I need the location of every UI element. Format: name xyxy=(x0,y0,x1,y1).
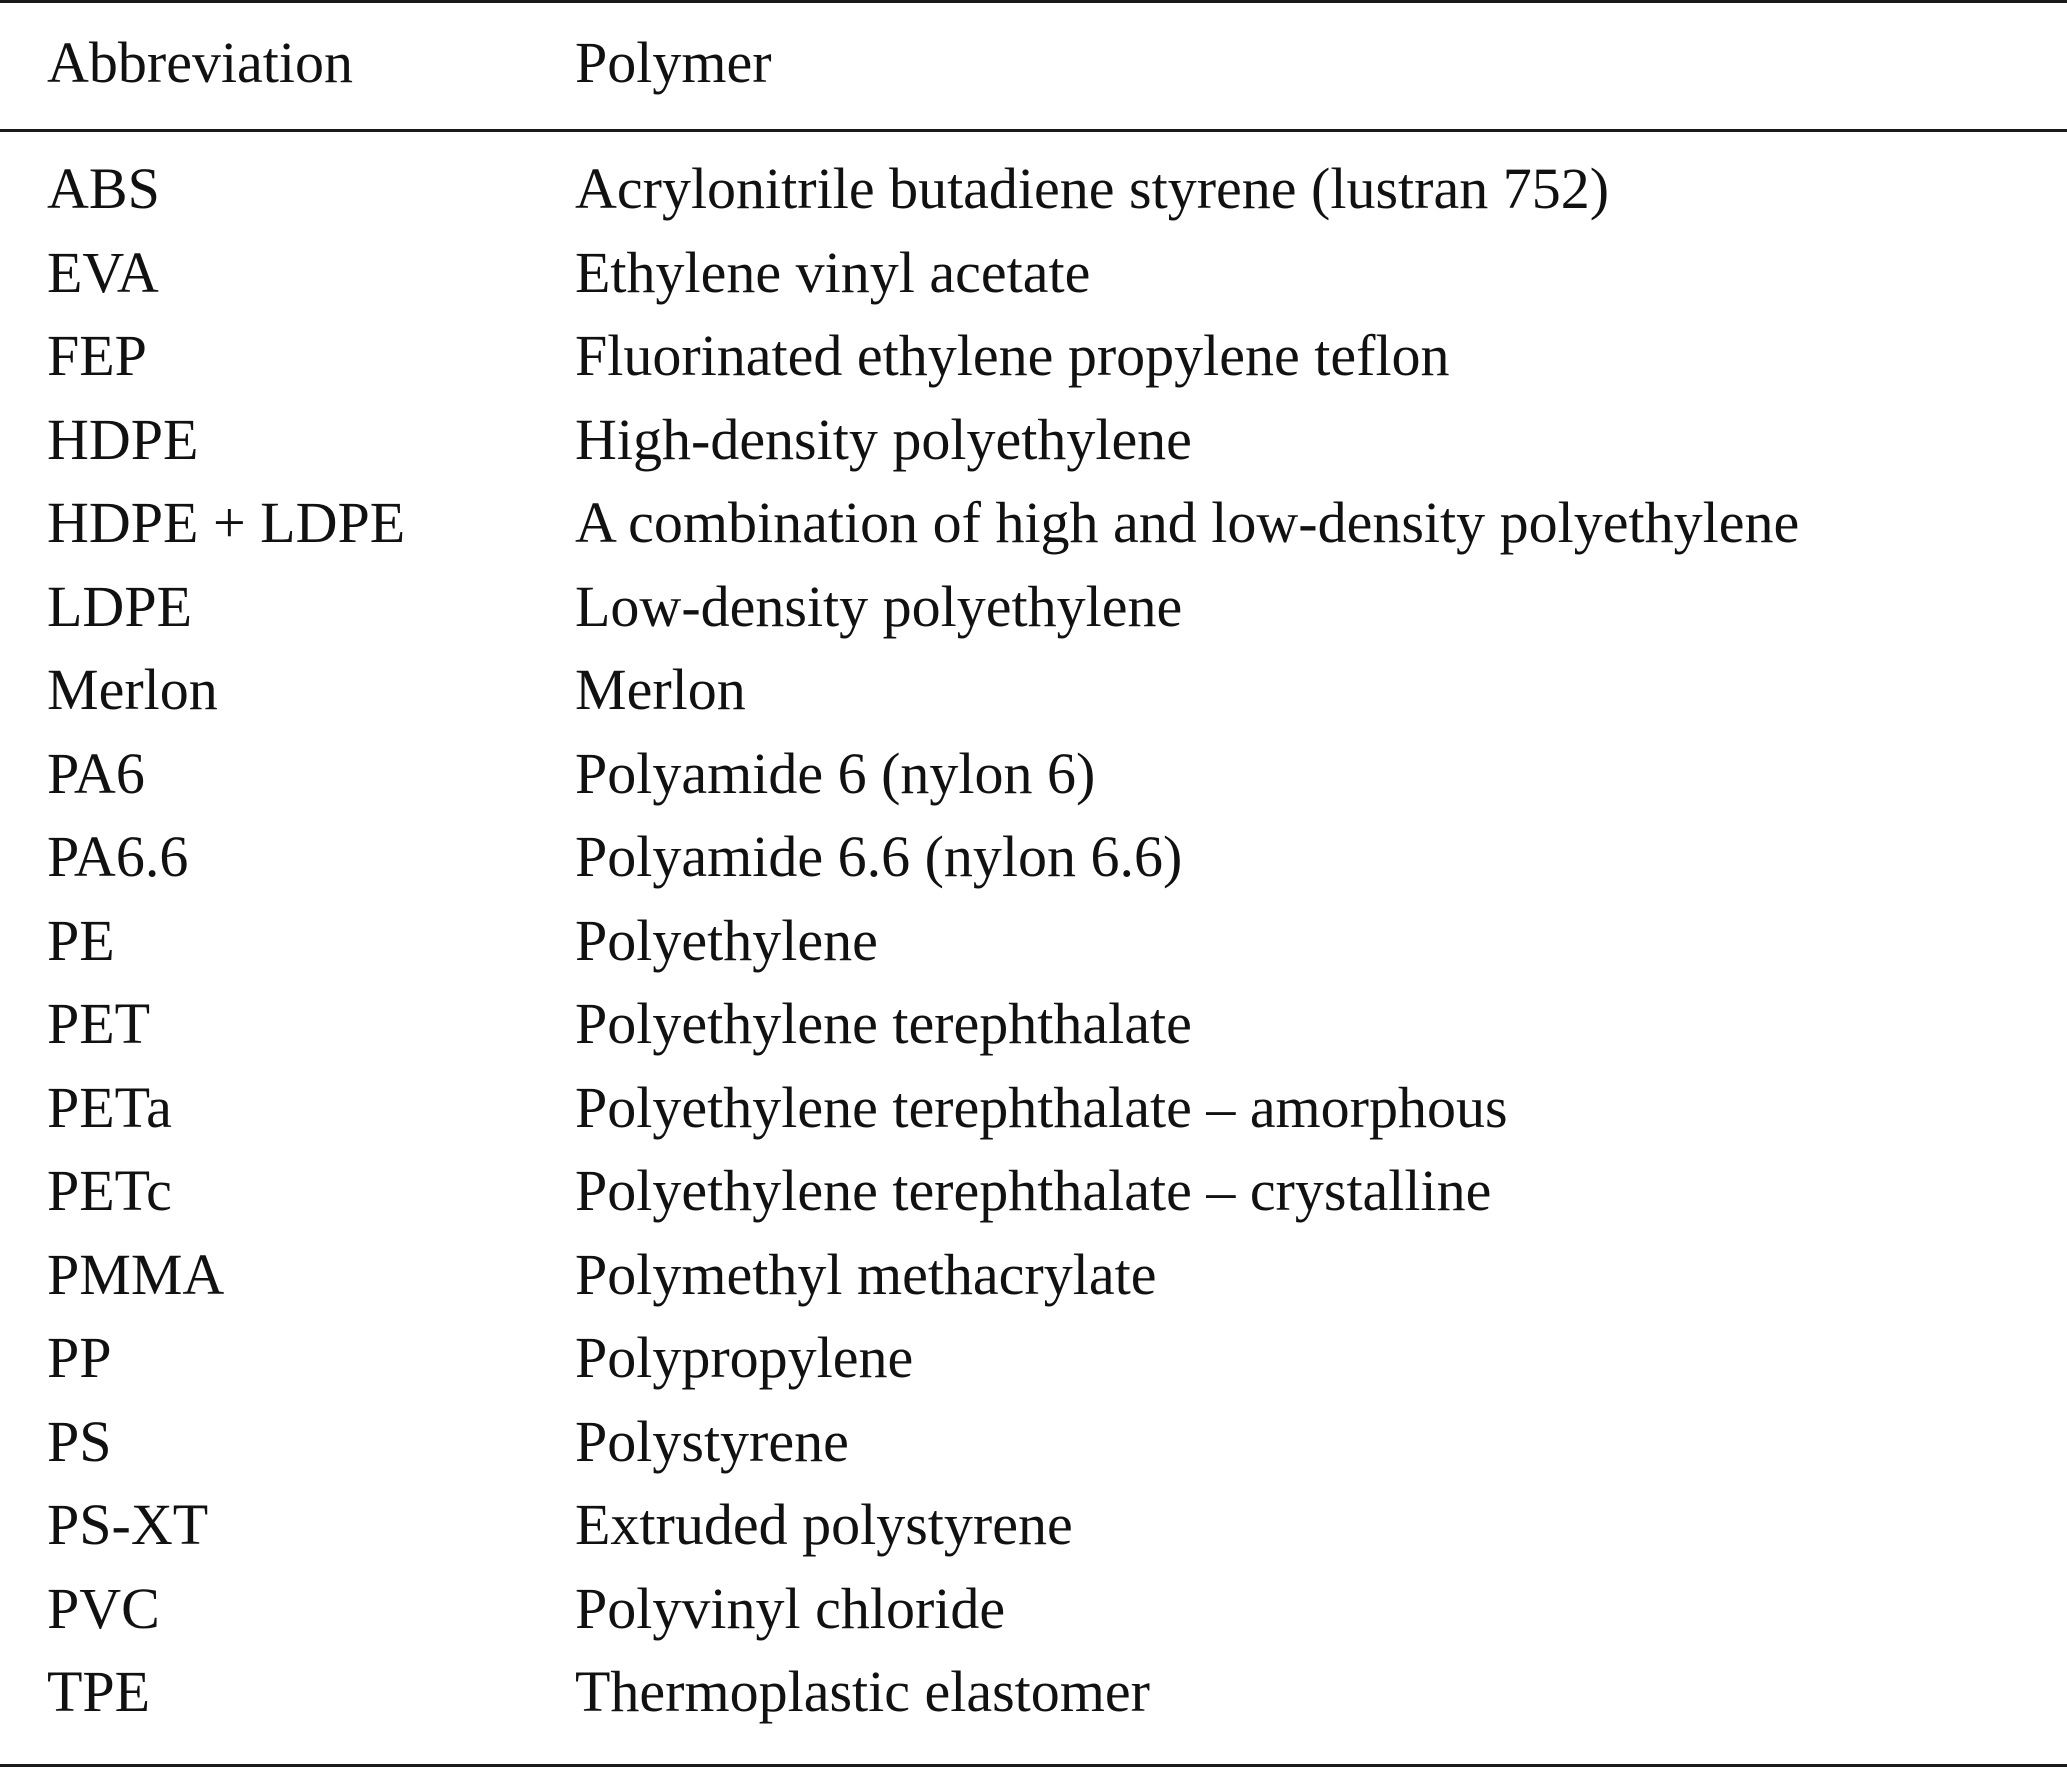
polymer-cell: Fluorinated ethylene propylene teflon xyxy=(575,323,1450,388)
table-row xyxy=(0,1567,2067,1651)
polymer-cell: Polyethylene terephthalate xyxy=(575,991,1192,1056)
abbreviation-cell: PMMA xyxy=(47,1241,225,1307)
abbreviation-cell: PS-XT xyxy=(47,1492,209,1557)
table-row xyxy=(0,1650,2067,1734)
table-header-rule xyxy=(0,129,2067,132)
polymer-cell: Thermoplastic elastomer xyxy=(575,1659,1150,1724)
polymer-cell: Polyethylene xyxy=(575,907,878,973)
header-abbreviation: Abbreviation xyxy=(47,30,354,95)
polymer-cell: Acrylonitrile butadiene styrene (lustran 752) xyxy=(575,156,1610,221)
abbreviation-cell: ABS xyxy=(47,156,160,221)
abbreviation-cell: PETc xyxy=(47,1158,172,1223)
polymer-cell: High-density polyethylene xyxy=(575,406,1192,472)
polymer-cell: Polymethyl methacrylate xyxy=(575,1241,1157,1307)
polymer-cell: Polyamide 6 (nylon 6) xyxy=(575,740,1096,806)
table-header-row xyxy=(0,18,2067,108)
table-row xyxy=(0,732,2067,816)
polymer-cell: Polyamide 6.6 (nylon 6.6) xyxy=(575,824,1183,889)
table-bottom-rule xyxy=(0,1764,2067,1767)
polymer-cell: Polypropylene xyxy=(575,1325,914,1390)
header-polymer: Polymer xyxy=(575,30,772,95)
abbreviation-cell: FEP xyxy=(47,323,147,388)
abbreviation-cell: EVA xyxy=(47,239,159,305)
table-top-rule xyxy=(0,0,2067,3)
table-row xyxy=(0,147,2067,231)
table-row xyxy=(0,1400,2067,1484)
abbreviation-cell: PA6 xyxy=(47,740,145,806)
table-row xyxy=(0,1483,2067,1567)
abbreviation-cell: PVC xyxy=(47,1575,160,1641)
abbreviation-cell: PE xyxy=(47,907,115,973)
table-row xyxy=(0,1233,2067,1317)
abbreviation-cell: PS xyxy=(47,1408,112,1474)
abbreviation-cell: LDPE xyxy=(47,573,192,639)
table-row xyxy=(0,648,2067,732)
polymer-cell: Low-density polyethylene xyxy=(575,573,1183,639)
table-row xyxy=(0,565,2067,649)
polymer-cell: Polystyrene xyxy=(575,1408,849,1474)
abbreviation-cell: PA6.6 xyxy=(47,824,189,889)
polymer-cell: Ethylene vinyl acetate xyxy=(575,239,1091,305)
abbreviation-cell: PET xyxy=(47,991,151,1056)
table-row xyxy=(0,982,2067,1066)
polymer-cell: A combination of high and low-density polyethylene xyxy=(575,490,1800,555)
table-row xyxy=(0,314,2067,398)
table-row xyxy=(0,815,2067,899)
polymer-cell: Merlon xyxy=(575,657,746,722)
table-body xyxy=(0,147,2067,1734)
table-row xyxy=(0,1149,2067,1233)
table-row xyxy=(0,899,2067,983)
table-row xyxy=(0,398,2067,482)
table-row xyxy=(0,1066,2067,1150)
polymer-cell: Polyethylene terephthalate – crystalline xyxy=(575,1158,1492,1223)
polymer-cell: Extruded polystyrene xyxy=(575,1492,1073,1557)
abbreviation-cell: Merlon xyxy=(47,657,218,722)
table-row xyxy=(0,481,2067,565)
polymer-cell: Polyvinyl chloride xyxy=(575,1575,1006,1641)
abbreviation-cell: HDPE + LDPE xyxy=(47,490,406,555)
abbreviation-cell: PP xyxy=(47,1325,112,1390)
abbreviation-cell: HDPE xyxy=(47,406,199,472)
abbreviation-cell: TPE xyxy=(47,1659,151,1724)
abbreviation-cell: PETa xyxy=(47,1074,172,1140)
polymer-cell: Polyethylene terephthalate – amorphous xyxy=(575,1074,1508,1140)
table-row xyxy=(0,1316,2067,1400)
table-row xyxy=(0,231,2067,315)
